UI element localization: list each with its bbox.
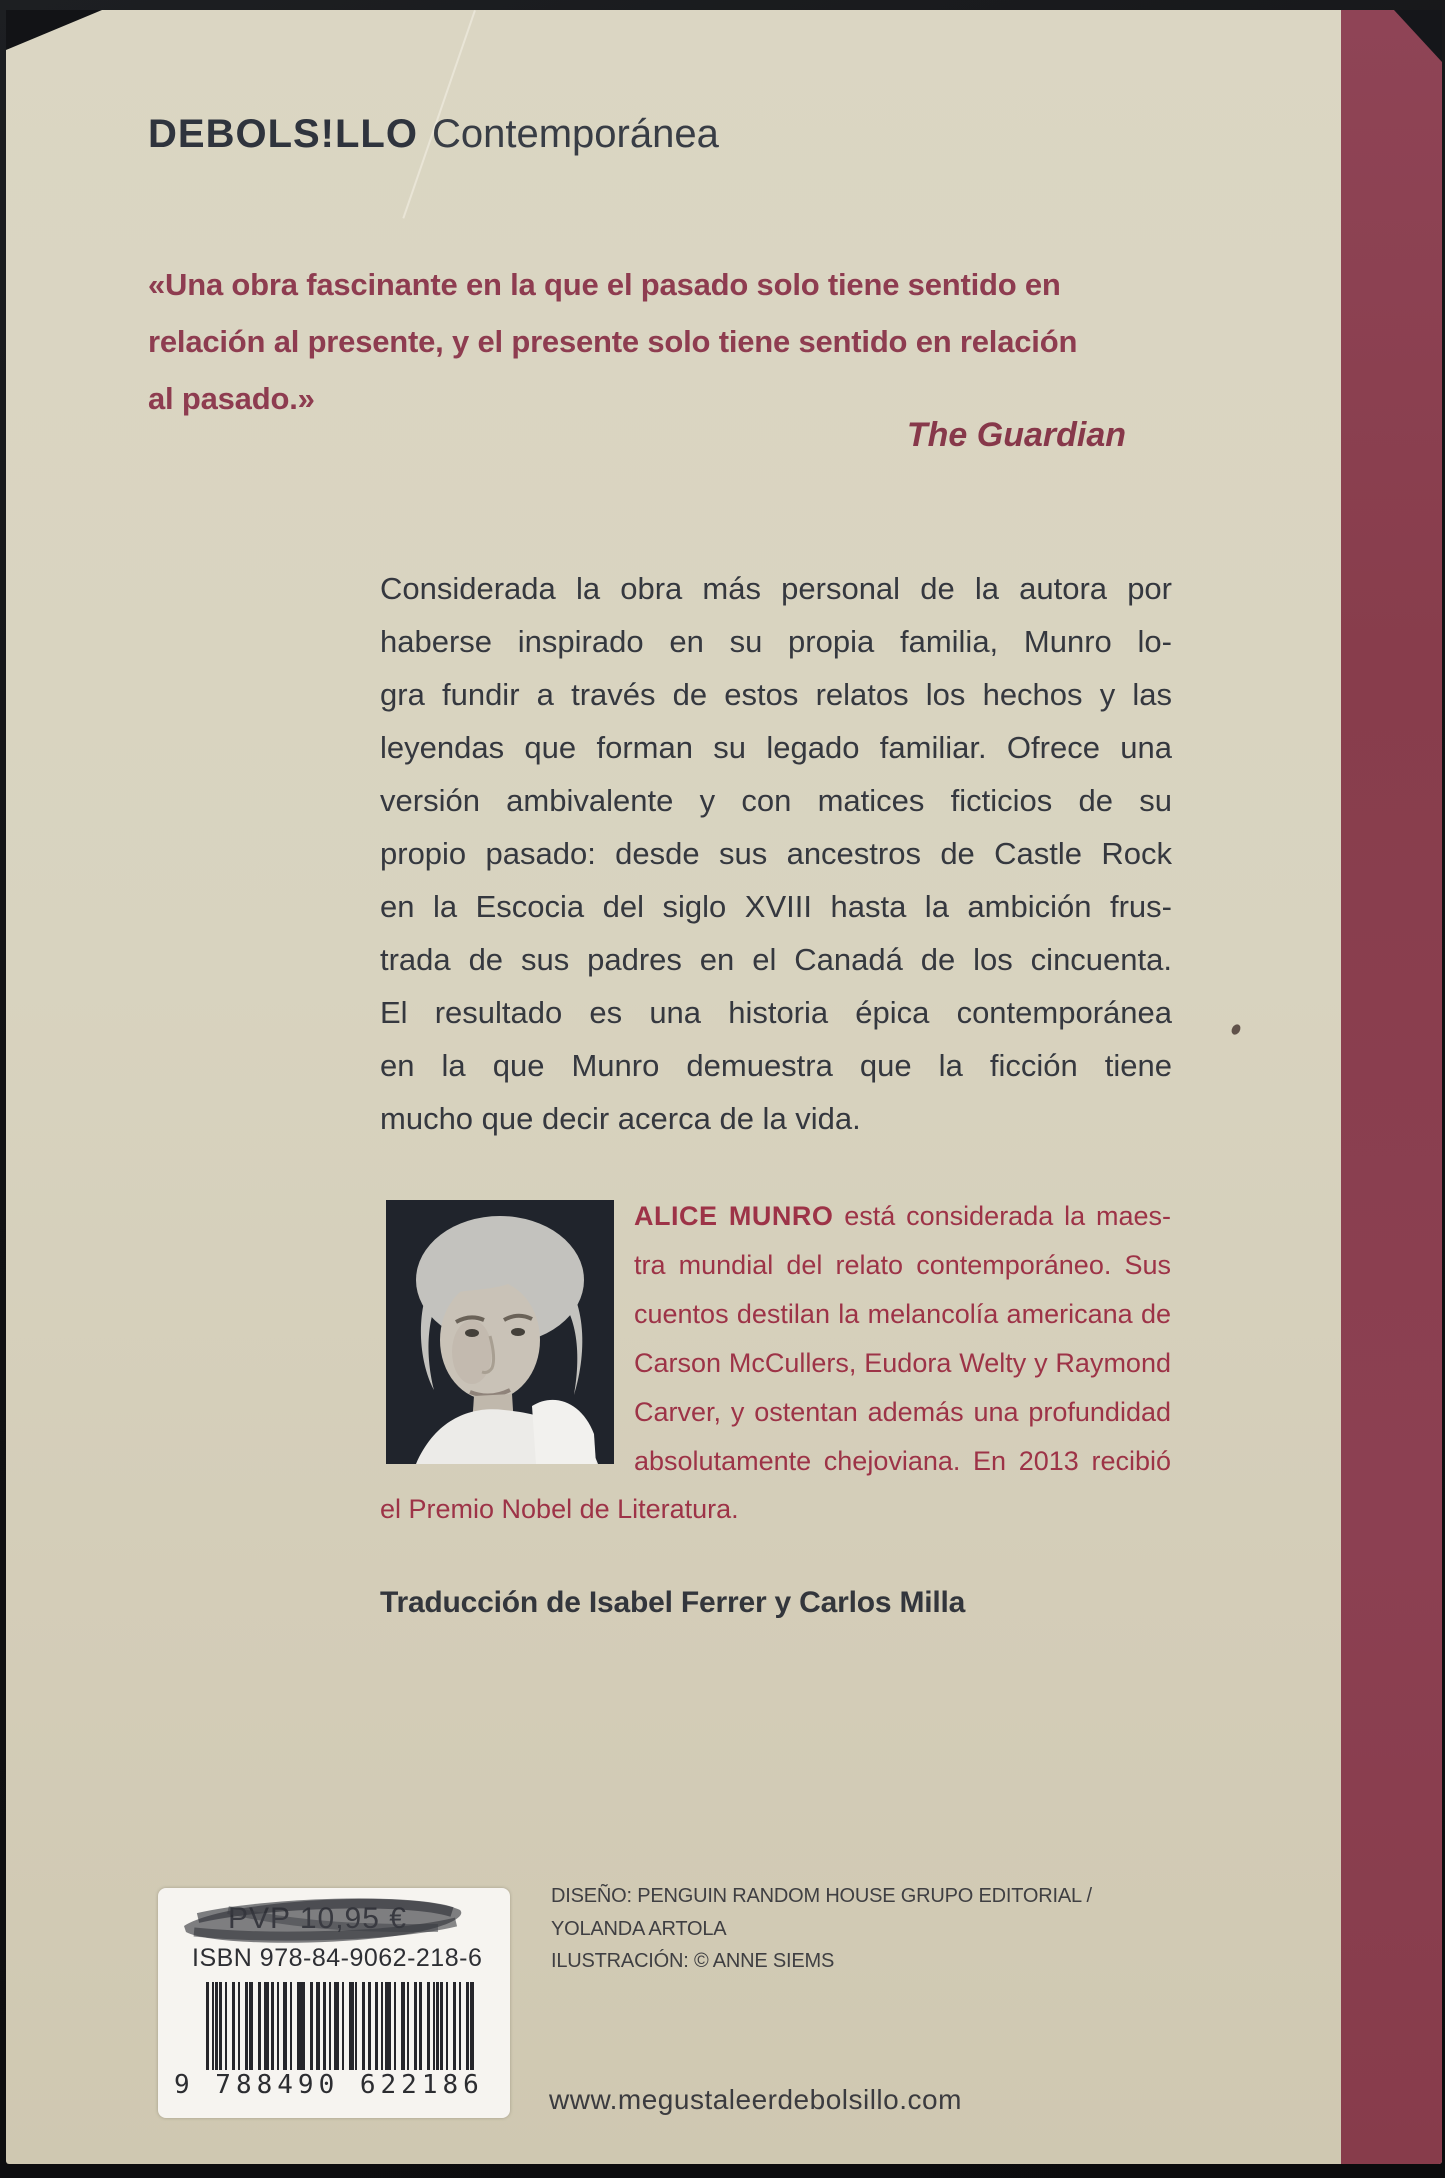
synopsis-line: haberse inspirado en su propia familia, Munro lo- — [380, 624, 1172, 659]
synopsis-line: mucho que decir acerca de la vida. — [380, 1101, 861, 1136]
bio-last-line: el Premio Nobel de Literatura. — [380, 1494, 739, 1524]
cover-speck — [1230, 1023, 1242, 1037]
author-name: ALICE MUNRO — [634, 1201, 834, 1231]
bio-intro-rest: está considerada la maes- — [833, 1201, 1171, 1231]
synopsis-line: El resultado es una historia épica contemporánea — [380, 995, 1172, 1030]
synopsis-line: gra fundir a través de estos relatos los hechos y las — [380, 677, 1172, 712]
translation-credit: Traducción de Isabel Ferrer y Carlos Milla — [380, 1586, 966, 1619]
isbn-text: ISBN 978-84-9062-218-6 — [192, 1944, 483, 1972]
bio-line: Carver, y ostentan además una profundidad — [634, 1397, 1171, 1427]
synopsis-line: trada de sus padres en el Canadá de los cincuenta. — [380, 942, 1172, 977]
bio-line — [634, 1192, 1171, 1241]
marker-scribble — [168, 1888, 494, 1952]
price-sticker — [158, 1888, 510, 2118]
bio-line: Carson McCullers, Eudora Welty y Raymond — [634, 1348, 1171, 1378]
credit-line: DISEÑO: PENGUIN RANDOM HOUSE GRUPO EDITORIAL / — [551, 1885, 1092, 1907]
credit-line: YOLANDA ARTOLA — [551, 1917, 727, 1940]
quote-line: relación al presente, y el presente solo tiene sentido en relación — [148, 324, 1078, 359]
synopsis-line: en la Escocia del siglo XVIII hasta la ambición frus- — [380, 889, 1172, 924]
quote-attribution: The Guardian — [906, 416, 1126, 454]
synopsis-line: leyendas que forman su legado familiar. Ofrece una — [380, 730, 1172, 765]
collection-name: Contemporánea — [431, 112, 719, 156]
barcode-digits: 9 788490 622186 — [174, 2070, 484, 2100]
background-corner-top-left — [6, 10, 102, 50]
bio-line: cuentos destilan la melancolía americana de — [634, 1299, 1171, 1329]
design-credits — [551, 1880, 1092, 1978]
synopsis-line: en la que Munro demuestra que la ficción tiene — [380, 1048, 1172, 1083]
ean-barcode — [206, 1982, 478, 2070]
synopsis-line: propio pasado: desde sus ancestros de Castle Rock — [380, 836, 1172, 871]
synopsis-line: Considerada la obra más personal de la autora por — [380, 571, 1172, 606]
spine-color-stripe — [1341, 10, 1442, 2164]
publisher-brand: DEBOLS!LLO — [148, 112, 418, 156]
synopsis-line: versión ambivalente y con matices ficticios de su — [380, 783, 1172, 818]
press-quote — [148, 256, 1178, 427]
quote-line: al pasado.» — [148, 381, 315, 416]
synopsis-paragraph — [380, 562, 1172, 1145]
quote-line: «Una obra fascinante en la que el pasado solo tiene sentido en — [148, 267, 1061, 302]
credit-line: ILUSTRACIÓN: © ANNE SIEMS — [551, 1950, 835, 1972]
author-photo — [386, 1200, 614, 1464]
publisher-website: www.megustaleerdebolsillo.com — [549, 2084, 962, 2115]
bio-line: absolutamente chejoviana. En 2013 recibió — [634, 1446, 1171, 1476]
bio-line: tra mundial del relato contemporáneo. Sus — [634, 1250, 1171, 1280]
publisher-logo — [148, 112, 719, 157]
author-bio — [634, 1192, 1171, 1486]
book-back-cover — [6, 10, 1442, 2164]
